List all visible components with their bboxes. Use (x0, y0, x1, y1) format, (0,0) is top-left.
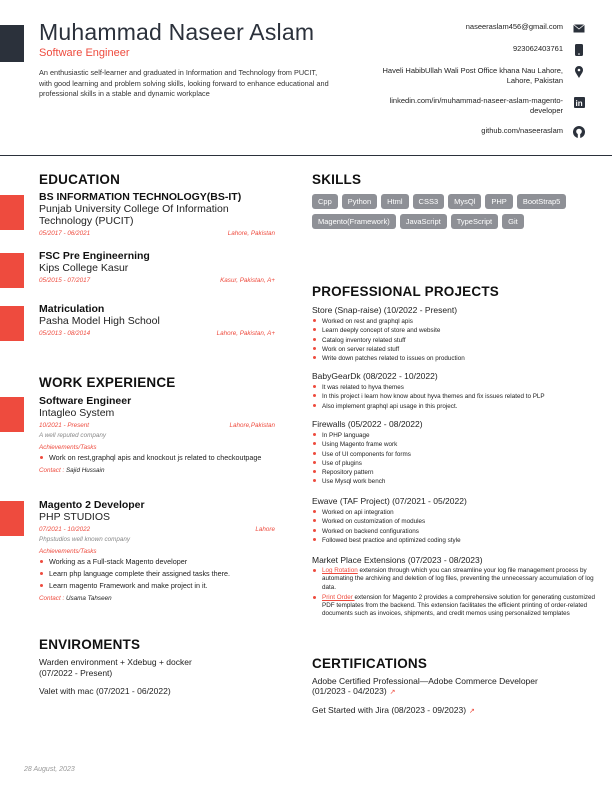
project-bullet: In this project i learn how know about hyva themes and fix issues related to PLP (312, 392, 602, 401)
certification-text: Adobe Certified Professional—Adobe Commerce Developer (01/2023 - 04/2023) (312, 676, 538, 696)
achievements-label: Achievements/Tasks (39, 444, 97, 451)
edu-location: Lahore, Pakistan, A+ (216, 330, 275, 337)
project-bullet: Catalog inventory related stuff (312, 336, 602, 345)
work-dates: 10/2021 - Present (39, 422, 90, 429)
skill-tag: TypeScript (451, 214, 498, 229)
project-item (312, 555, 602, 619)
work-heading: WORK EXPERIENCE (39, 375, 176, 390)
project-bullet: Work on server related stuff (312, 345, 602, 354)
phone-text: 923062403761 (512, 44, 563, 53)
summary: An enthusiastic self-learner and graduated in Information and Technology from PUCIT, with good learning and problem solving skills, looking forward to enhance educational and professional skills in a stable and dynamic workplace (39, 68, 329, 98)
project-item (312, 371, 602, 411)
project-item (312, 496, 602, 545)
skill-tag: Python (342, 194, 377, 209)
linkedin-text[interactable]: linkedin.com/in/muhammad-naseer-aslam-magento-developer (389, 96, 563, 115)
project-bullet: Use Mysql work bench (312, 477, 602, 486)
work-marker (0, 501, 24, 536)
project-bullet: Repository pattern (312, 468, 602, 477)
certification-text: Get Started with Jira (08/2023 - 09/2023) (312, 705, 467, 715)
project-bullet: Worked on customization of modules (312, 517, 602, 526)
environment-item: Warden environment + Xdebug + docker (07/2022 - Present) (39, 657, 192, 678)
svg-text:in: in (575, 98, 583, 108)
school-name: Punjab University College Of Information Technology (PUCIT) (39, 203, 229, 227)
edu-dates: 05/2017 - 06/2021 (39, 230, 91, 237)
work-location: Lahore (255, 526, 275, 533)
skills-list (312, 194, 572, 229)
job-title: Software Engineer (39, 395, 132, 407)
project-item (312, 305, 602, 363)
degree-title: BS INFORMATION TECHNOLOGY(BS-IT) (39, 191, 242, 203)
header-divider (0, 155, 612, 156)
task-item: Work on rest,graphql apis and knockout js related to checkoutpage (39, 453, 275, 463)
address-text: Haveli HabibUllah Wali Post Office khana Nau Lahore, Lahore, Pakistan (382, 66, 563, 85)
company-name: Intagleo System (39, 407, 115, 419)
environment-item: Valet with mac (07/2021 - 06/2022) (39, 686, 171, 696)
skill-tag: Html (381, 194, 408, 209)
degree-title: Matriculation (39, 303, 105, 315)
work-marker (0, 397, 24, 432)
certifications-heading: CERTIFICATIONS (312, 656, 428, 671)
contact-email[interactable] (325, 22, 585, 34)
contact-name: Sajid Hussain (65, 467, 105, 474)
project-title: Store (Snap-raise) (10/2022 - Present) (312, 305, 458, 315)
education-marker (0, 195, 24, 230)
education-item (39, 303, 275, 337)
education-item (39, 250, 275, 284)
skill-tag: CSS3 (413, 194, 445, 209)
email-icon (573, 22, 585, 34)
school-name: Pasha Model High School (39, 315, 160, 327)
location-icon (573, 66, 585, 78)
project-bullet: Use of plugins (312, 459, 602, 468)
contact-name: Usama Tahseen (65, 595, 112, 602)
degree-title: FSC Pre Engineerning (39, 250, 150, 262)
project-bullet: Use of UI components for forms (312, 450, 602, 459)
project-bullet: It was related to hyva themes (312, 383, 602, 392)
edu-location: Lahore, Pakistan (227, 230, 275, 237)
contact-phone (325, 44, 585, 56)
task-item: Working as a Full-stack Magento developer (39, 557, 275, 567)
print-order-link[interactable]: Print Order (322, 593, 355, 601)
project-title: Ewave (TAF Project) (07/2021 - 05/2022) (312, 496, 467, 506)
contact-label: Contact : (39, 467, 65, 474)
skill-tag: Magento(Framework) (312, 214, 396, 229)
project-bullet: Worked on rest and graphql apis (312, 317, 602, 326)
skills-heading: SKILLS (312, 172, 362, 187)
project-bullet: Also implement graphql api usage in this project. (312, 402, 602, 411)
company-name: PHP STUDIOS (39, 511, 110, 523)
skill-tag: MysQl (448, 194, 481, 209)
education-marker (0, 306, 24, 341)
project-bullet: Worked on api integration (312, 508, 602, 517)
company-description: Phpstudios well known company (39, 536, 131, 543)
task-item: Learn php language complete their assigned tasks there. (39, 569, 275, 579)
project-bullet: Worked on backend configurations (312, 527, 602, 536)
work-item (39, 499, 275, 602)
skill-tag: BootStrap5 (517, 194, 567, 209)
education-item (39, 191, 275, 237)
project-bullet: Followed best practice and optimized coding style (312, 536, 602, 545)
work-location: Lahore,Pakistan (229, 422, 275, 429)
job-title: Software Engineer (39, 47, 130, 59)
github-icon (573, 126, 585, 138)
footer-date: 28 August, 2023 (24, 766, 75, 773)
contact-label: Contact : (39, 595, 65, 602)
project-title: BabyGearDk (08/2022 - 10/2022) (312, 371, 438, 381)
bullet-text: extension through which you can streamline your log file management process by automating the archiving and deletion of log files, preventing the unnecessary accumulation of log data. (322, 567, 594, 591)
header-accent-bar (0, 25, 24, 62)
task-item: Learn magento Framework and make project in it. (39, 581, 275, 591)
skill-tag: JavaScript (400, 214, 447, 229)
contact-list (325, 22, 585, 148)
company-description: A well reputed company (39, 432, 106, 439)
edu-dates: 05/2013 - 08/2014 (39, 330, 91, 337)
log-rotation-link[interactable]: Log Rotation (322, 567, 358, 574)
github-text[interactable]: github.com/naseeraslam (481, 126, 563, 135)
project-bullet (312, 567, 602, 592)
skill-tag: Git (502, 214, 524, 229)
project-bullet (312, 594, 602, 619)
skill-tag: Cpp (312, 194, 338, 209)
education-marker (0, 253, 24, 288)
project-bullet: Learn deeply concept of store and website (312, 326, 602, 335)
project-bullet: In PHP language (312, 431, 602, 440)
work-dates: 07/2021 - 10/2022 (39, 526, 91, 533)
project-title: Market Place Extensions (07/2023 - 08/2023) (312, 555, 483, 565)
phone-icon (573, 44, 585, 56)
achievements-label: Achievements/Tasks (39, 548, 97, 555)
contact-linkedin[interactable] (325, 96, 585, 116)
contact-github[interactable] (325, 126, 585, 138)
certification-item[interactable] (312, 676, 572, 698)
work-item (39, 395, 275, 474)
job-title: Magento 2 Developer (39, 499, 145, 511)
linkedin-icon (573, 96, 585, 108)
school-name: Kips College Kasur (39, 262, 129, 274)
full-name: Muhammad Naseer Aslam (39, 19, 315, 45)
edu-location: Kasur, Pakistan, A+ (220, 277, 275, 284)
bullet-text: extension for Magento 2 provides a comprehensive solution for generating customized PDF templates from the backend. This extension facilitates the efficient printing of order-related documents such as invoices, shipments, and credit memos using personalized templates (322, 593, 596, 618)
project-bullet: Write down patches related to issues on production (312, 354, 602, 363)
external-link-icon[interactable]: ↗ (469, 708, 475, 715)
environments-heading: ENVIROMENTS (39, 637, 141, 652)
skill-tag: PHP (485, 194, 512, 209)
email-text[interactable]: naseeraslam456@gmail.com (465, 22, 563, 31)
certification-item[interactable] (312, 705, 572, 717)
edu-dates: 05/2015 - 07/2017 (39, 277, 91, 284)
projects-heading: PROFESSIONAL PROJECTS (312, 284, 499, 299)
contact-address (325, 66, 585, 86)
education-heading: EDUCATION (39, 172, 121, 187)
project-title: Firewalls (05/2022 - 08/2022) (312, 419, 423, 429)
external-link-icon[interactable]: ↗ (389, 689, 396, 696)
project-item (312, 419, 602, 487)
project-bullet: Using Magento frame work (312, 440, 602, 449)
